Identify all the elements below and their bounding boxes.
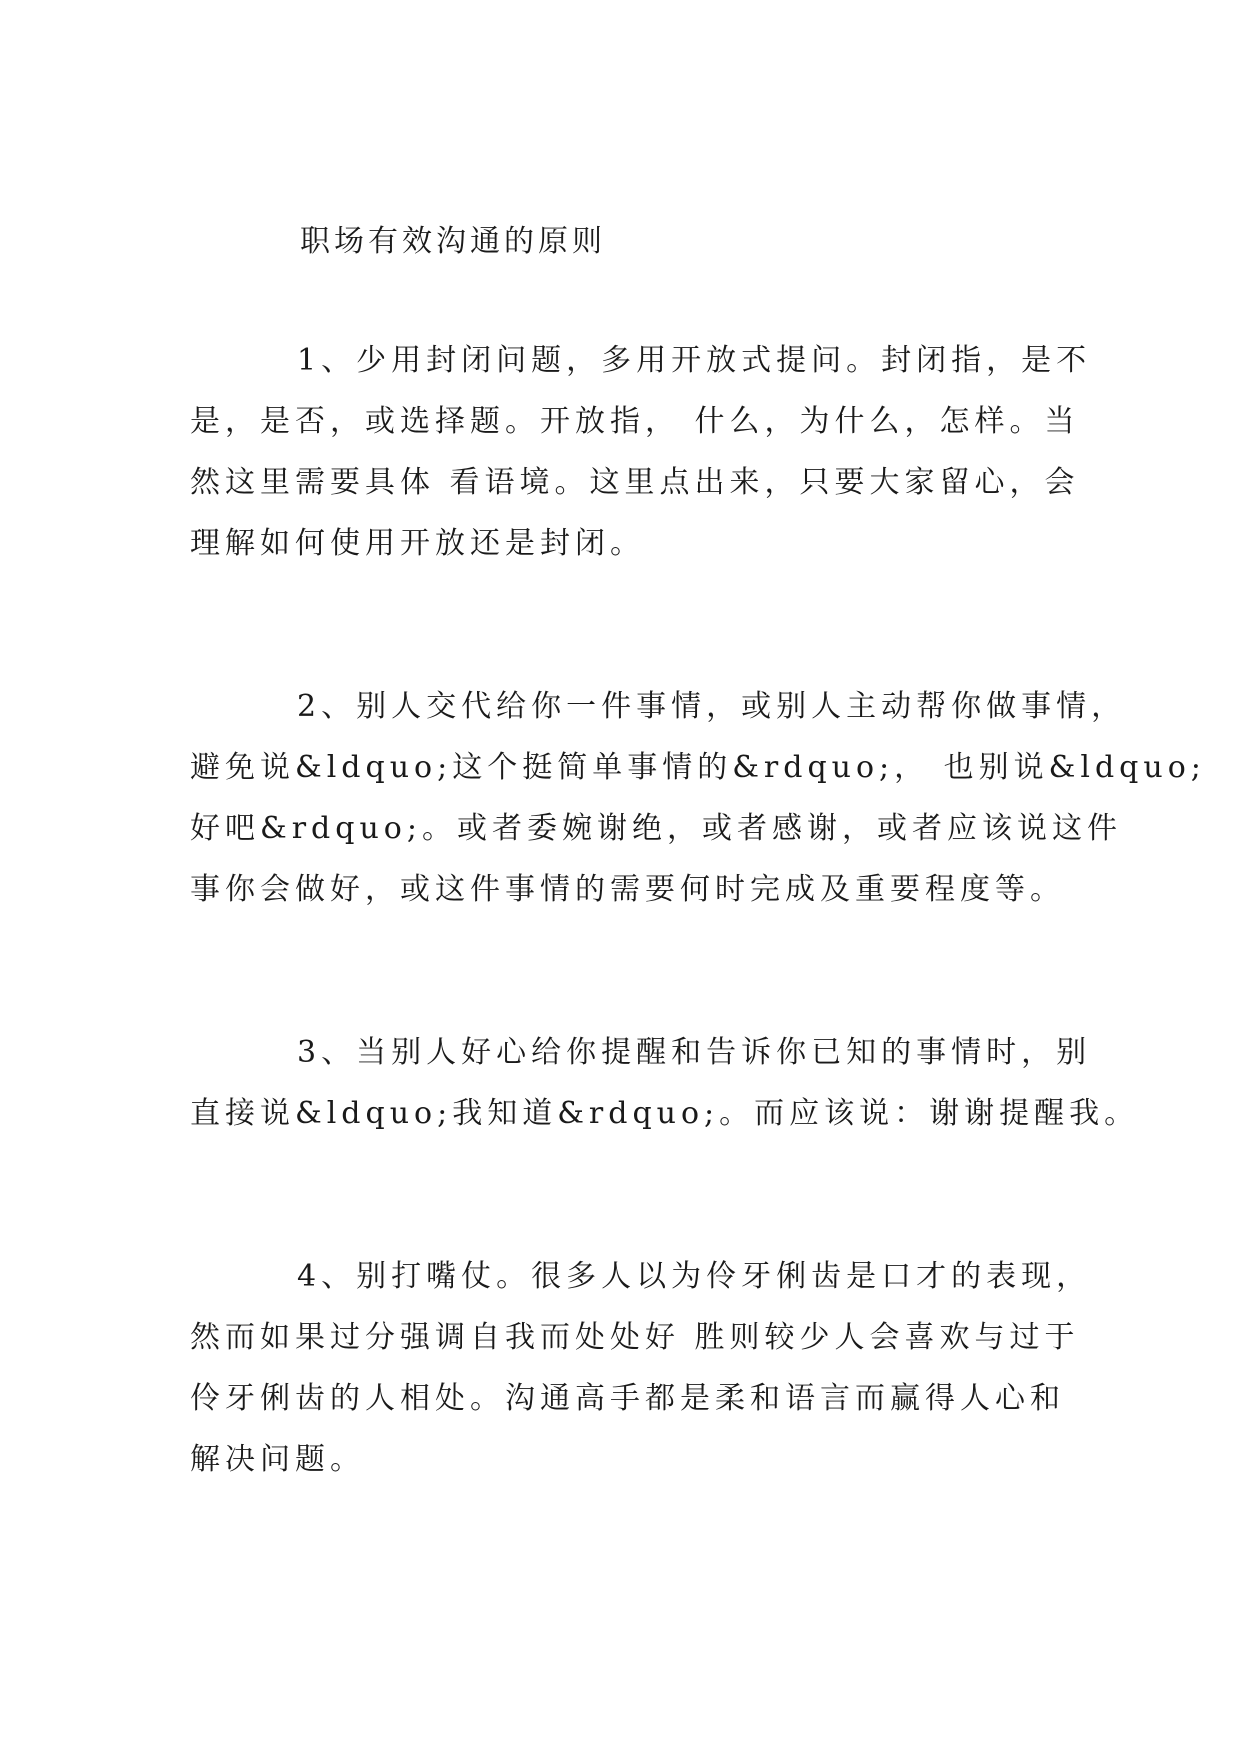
paragraph-2 <box>190 687 1206 931</box>
document-title: 职场有效沟通的原则 <box>300 224 606 259</box>
paragraph-line: 3、当别人好心给你提醒和告诉你已知的事情时，别 <box>297 1035 1092 1070</box>
paragraph-line: 直接说&ldquo;我知道&rdquo;。而应该说：谢谢提醒我。 <box>190 1096 1140 1131</box>
paragraph-line: 避免说&ldquo;这个挺简单事情的&rdquo;， 也别说&ldquo; <box>190 750 1206 785</box>
paragraph-line: 4、别打嘴仗。很多人以为伶牙俐齿是口才的表现， <box>297 1259 1092 1294</box>
paragraph-line: 好吧&rdquo;。或者委婉谢绝，或者感谢，或者应该说这件 <box>190 811 1122 846</box>
paragraph-line: 理解如何使用开放还是封闭。 <box>190 526 645 561</box>
paragraph-line: 2、别人交代给你一件事情，或别人主动帮你做事情， <box>297 689 1127 724</box>
paragraph-line: 伶牙俐齿的人相处。沟通高手都是柔和语言而赢得人心和 <box>190 1381 1065 1416</box>
paragraph-line: 解决问题。 <box>190 1442 365 1477</box>
paragraph-1 <box>190 341 1092 585</box>
paragraph-line: 事你会做好，或这件事情的需要何时完成及重要程度等。 <box>190 872 1065 907</box>
paragraph-4 <box>190 1257 1092 1501</box>
paragraph-line: 是，是否，或选择题。开放指， 什么，为什么，怎样。当 <box>190 404 1080 439</box>
paragraph-line: 然而如果过分强调自我而处处好 胜则较少人会喜欢与过于 <box>190 1320 1080 1355</box>
paragraph-line: 然这里需要具体 看语境。这里点出来，只要大家留心，会 <box>190 465 1080 500</box>
paragraph-3 <box>190 1033 1140 1155</box>
paragraph-line: 1、少用封闭问题，多用开放式提问。封闭指，是不 <box>297 343 1092 378</box>
